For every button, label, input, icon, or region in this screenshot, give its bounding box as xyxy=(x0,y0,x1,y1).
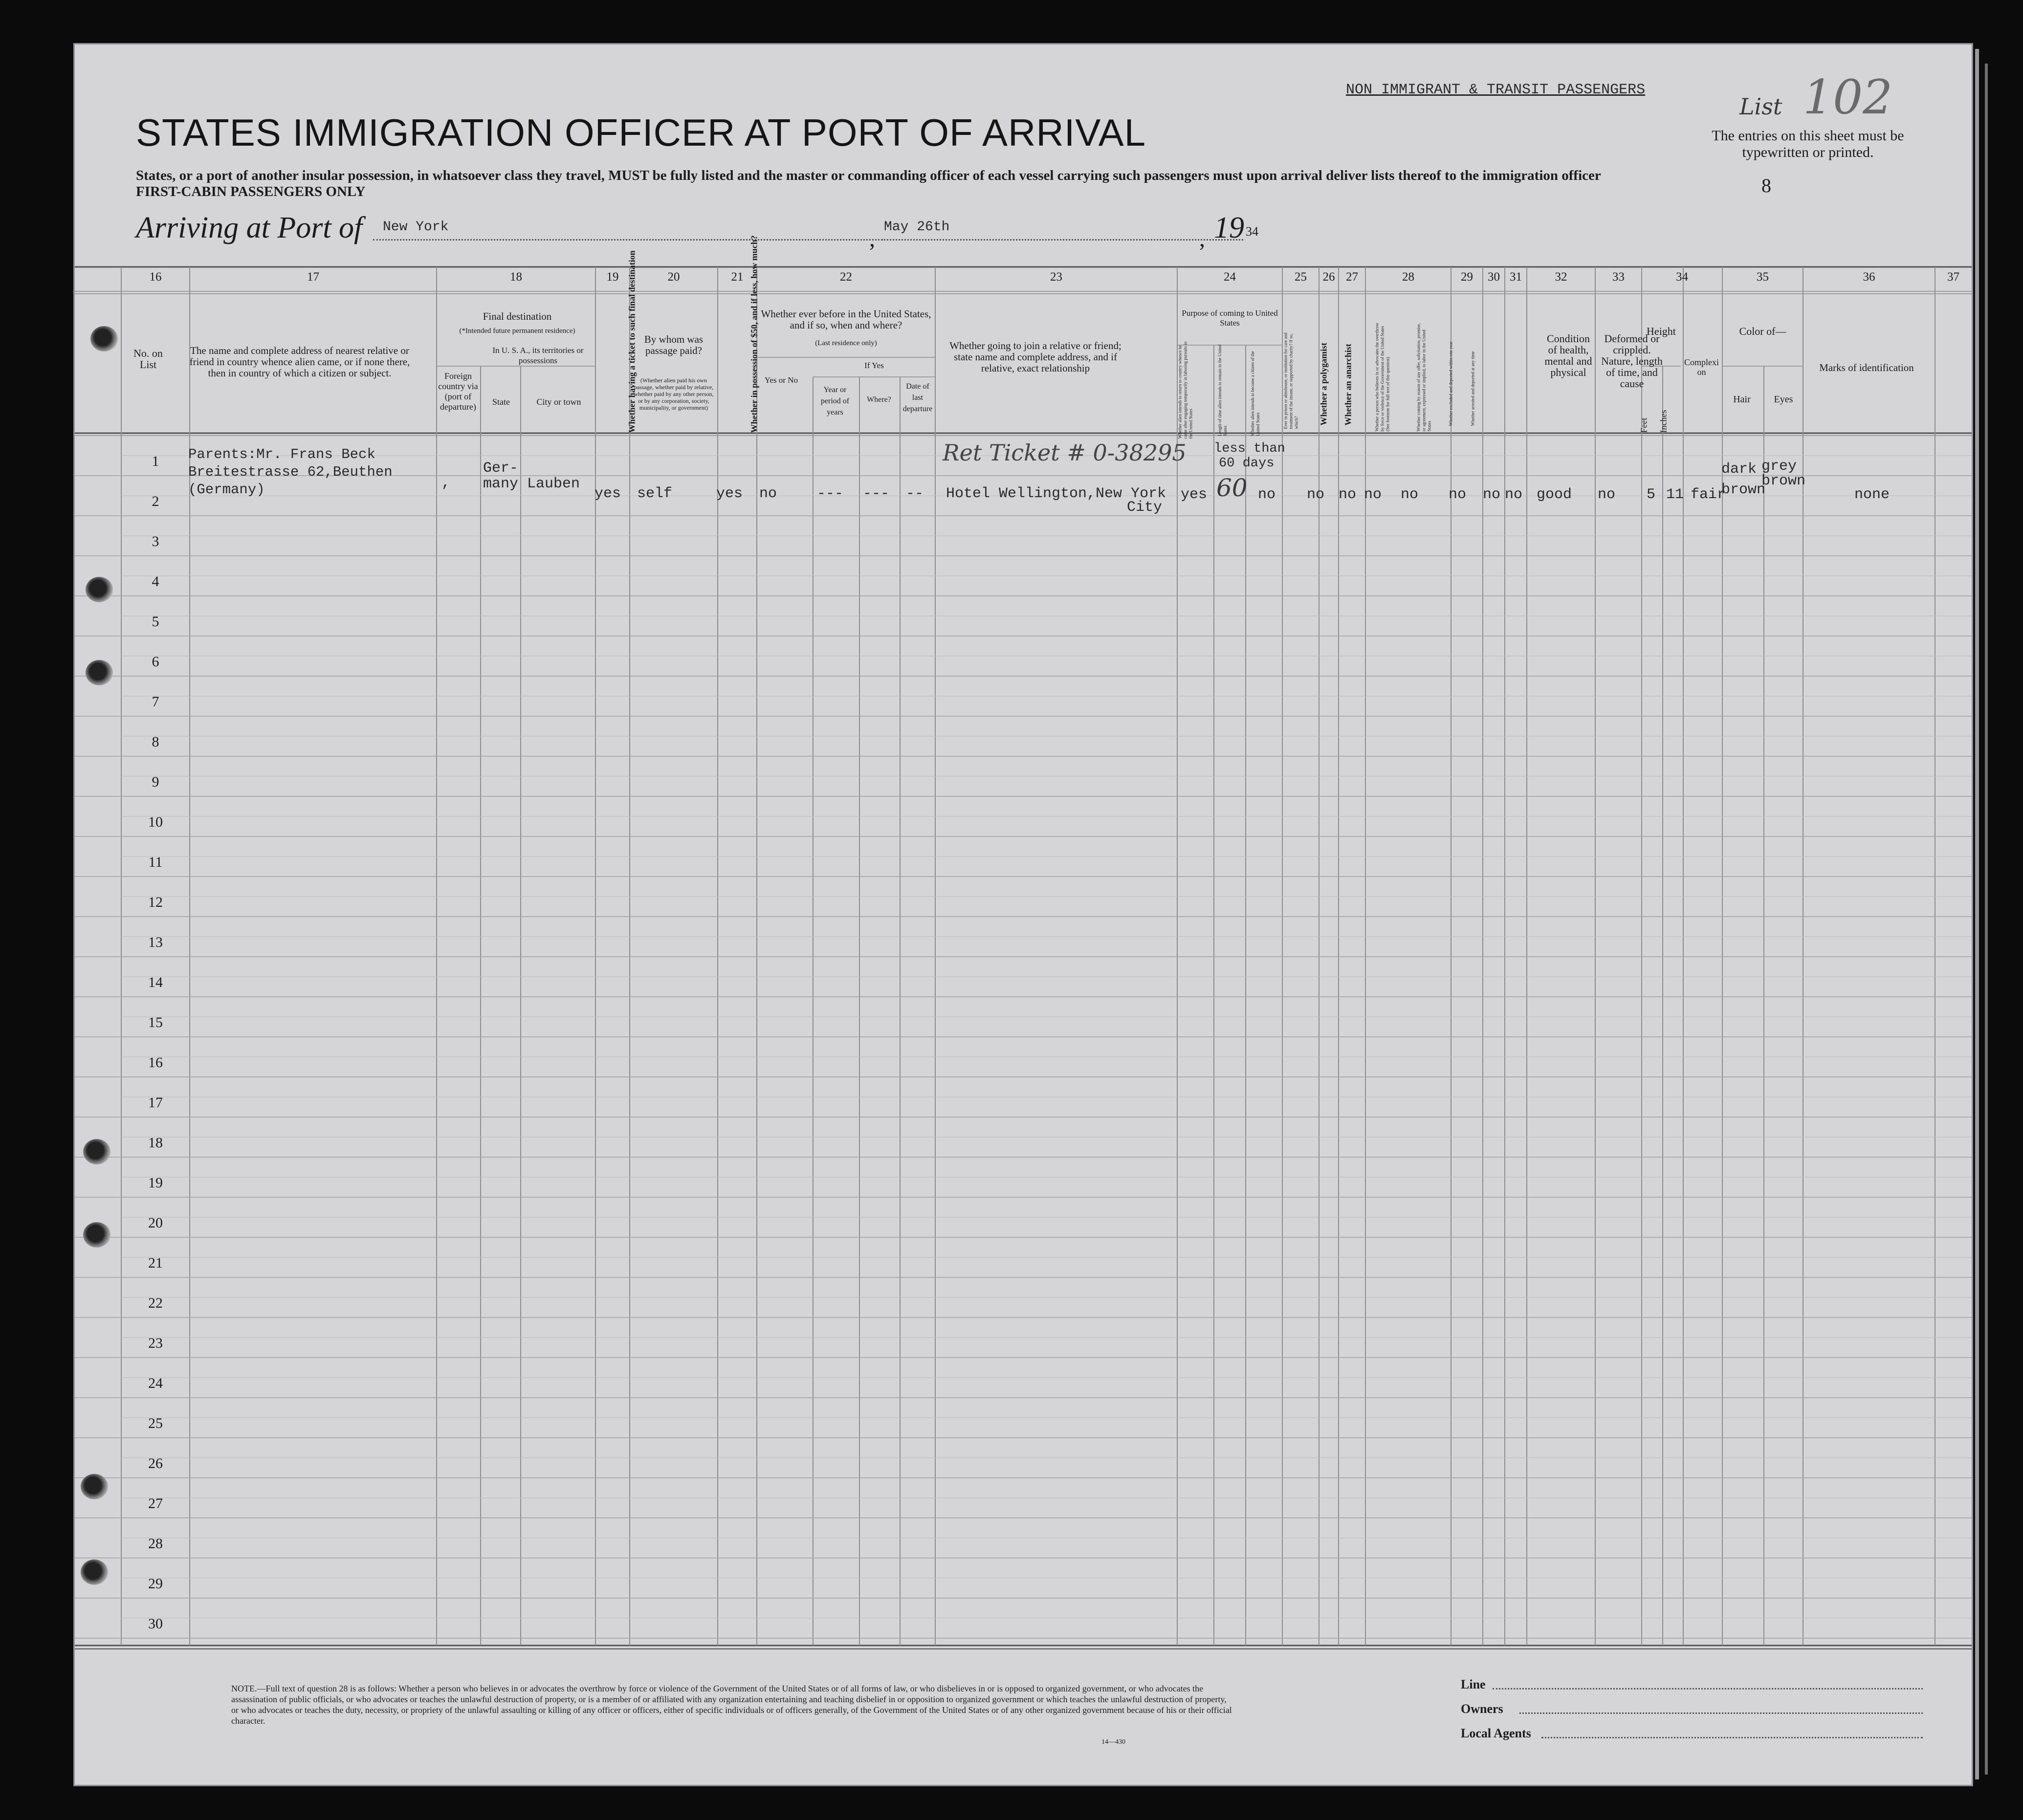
header-overthrow: Whether a person who believes in or advocates the overthrow by force or violence of the Government of the United States (See footnote for full text of this question) xyxy=(1374,323,1390,432)
sheet-number: 8 xyxy=(1761,175,1771,197)
first-cabin-note: FIRST-CABIN PASSENGERS ONLY xyxy=(136,184,366,199)
binding-hole xyxy=(86,577,113,602)
entry-relative-line2: Breitestrasse 62,Beuthen xyxy=(188,464,393,480)
column-number: 24 xyxy=(1224,270,1236,284)
row-number: 21 xyxy=(148,1255,163,1271)
row-number: 12 xyxy=(148,894,163,910)
entry-excluded-deported: no xyxy=(1483,486,1501,503)
column-number: 33 xyxy=(1612,270,1625,284)
row-number: 19 xyxy=(148,1175,163,1191)
header-purpose-a: Whether alien intends to return to country whence he came after engaging temporarily in laboring pursuits in the United States xyxy=(1177,341,1193,439)
column-number: 35 xyxy=(1757,270,1769,284)
header-color-of: Color of— xyxy=(1739,325,1786,337)
page-title: STATES IMMIGRATION OFFICER AT PORT OF ARRIVAL xyxy=(136,111,1146,154)
header-deformed: Deformed or crippled. Nature, length of time, and cause xyxy=(1601,332,1663,390)
column-number: 29 xyxy=(1461,270,1473,284)
row-number: 24 xyxy=(148,1375,163,1391)
entry-overthrow: no xyxy=(1401,486,1419,503)
entry-paid-by: self xyxy=(637,485,673,502)
manifest-sheet: NON IMMIGRANT & TRANSIT PASSENGERS List 102 STATES IMMIGRATION OFFICER AT PORT OF ARRIVAL The entries on this sheet must be typewritten or printed. States, or a port of another insular possession, in whatsoever class they travel, MUST be fully listed and the master or commanding officer of each vessel carrying such passengers must upon arrival deliver lists thereof to the immigration officer FIRST-CABIN PASSENGERS ONLY 8 Arriving at Port of New York , May 26th , 19 34 16 17 18 19 20 21 22 23 24 25 26 27 28 29 30 31 32 33 34 35 36 37 No. on List The name and complete address of nearest relative or friend in country whence alien came, or if none there, then in country of which a citizen or subject. Final destination (*Intended future permanent residence) Foreign country via (port of departure) In U. S. A., its territories or possessions State City or town Whether having a ticket to such final destination By whom was passage paid? (Whether alien paid his own passage, whether paid by relative, whether paid by any other person, or by any corporation, society, municipality, or government) Whether in possession of $50, and if less, how much? Whether ever before in the United States, and if so, when and where? (Last residence only) Yes or No If Yes Year or period of years Where? Date of last departure Whether going to join a relative or friend; state name and complete address, and if relative, exact relationship Purpose of coming to United States Whether alien intends to return to country whence he came after engaging temporarily in laboring pursuits in the United States Length of time alien intends to remain in the United States Whether alien intends to become a citizen of the United States Ever in prison or almshouse, or institution for care and treatment of the insane, or supported by charity? If so, which? Whether a polygamist Whether an anarchist Whether a person who believes in or advocates the overthrow by force or violence of the Government of the United States (See footnote for full text of this question) Whether coming by reason of any offer, solicitation, promise, or agreement, expressed or implied, to labor in the United States Whether excluded and deported within one year Whether arrested and deported at any time Condition of health, mental and physical Deformed or crippled. Nature, length of time, and cause Height Feet Inches Complexion Color of— Hair Eyes Marks of identification 1 2 3 4 5 6 7 8 9 10 11 12 13 14 15 16 17 18 19 20 21 22 23 24 25 26 27 28 29 30 Parents:Mr. Frans Beck Breitestrasse 62,Beuthen (Germany) , Ger- many Lauben yes self yes no --- --- -- Hotel Wellington,New York City Ret Ticket # 0-38295 yes less than 60 days 60 no no no no no no no no good no 5 11 fair dark brown grey brown none NOTE.—Full text of question 28 is as follows: Whether a person who believes in or advocates the overthrow by force or violence of the Government of the United States or of all forms of law, or who disbelieves in or is opposed to organized government, or who advocates the assassination of public officials, or who advocates or teaches the unlawful destruction of property, or is a member of or affiliated with any organization entertaining and teaching disbelief in or opposition to organized government or which teaches the unlawful destruction of property, or who advocates or teaches the duty, necessity, or propriety of the unlawful assaulting or killing of any officer or officers, either of specific individuals or of officers generally, of the Government of the United States or of any other organized government because of his or their official character. 14—430 Line Owners Local Agents xyxy=(73,43,1973,1786)
entry-prison: no xyxy=(1307,486,1325,503)
column-number: 31 xyxy=(1510,270,1522,284)
date-value: May 26th xyxy=(884,219,950,235)
table-grid xyxy=(75,44,1972,1785)
header-yes-no: Yes or No xyxy=(764,375,798,385)
entry-anarchist: no xyxy=(1364,486,1382,503)
entry-relative-line1: Parents:Mr. Frans Beck xyxy=(188,446,375,462)
footer-line-dots xyxy=(1493,1688,1923,1689)
entry-state-line1: Ger- xyxy=(483,460,519,477)
header-where: Where? xyxy=(867,395,891,404)
row-number: 25 xyxy=(148,1415,163,1431)
footer-line-label: Line xyxy=(1461,1677,1486,1691)
entry-offer: no xyxy=(1449,486,1467,503)
header-final-destination-note: (*Intended future permanent residence) xyxy=(459,327,575,335)
year-suffix: 34 xyxy=(1246,224,1258,239)
row-number: 27 xyxy=(148,1495,163,1512)
row-number: 23 xyxy=(148,1335,163,1351)
footer-owners-label: Owners xyxy=(1461,1702,1503,1716)
header-purpose-b: Length of time alien intends to remain in the United States xyxy=(1217,344,1228,436)
header-state: State xyxy=(492,397,510,407)
row-number: 1 xyxy=(152,453,159,469)
entry-relative-line3: (Germany) xyxy=(188,482,265,498)
column-number: 23 xyxy=(1050,270,1062,284)
row-number: 10 xyxy=(148,814,163,830)
arriving-label: Arriving at Port of xyxy=(136,211,363,244)
header-complexion: Complexion xyxy=(1684,357,1719,377)
header-final-destination: Final destination xyxy=(483,310,552,322)
entry-eyes: grey brown xyxy=(1761,458,1806,489)
header-polygamist: Whether a polygamist xyxy=(1319,342,1329,426)
row-number: 28 xyxy=(148,1535,163,1552)
header-in-usa: In U. S. A., its territories or possessions xyxy=(492,346,584,365)
header-by-whom-note: (Whether alien paid his own passage, whether paid by relative, whether paid by any other person, or by any corporation, society, municipality, or government) xyxy=(634,377,714,411)
row-number: 2 xyxy=(152,493,159,509)
footnote-question-28: NOTE.—Full text of question 28 is as follows: Whether a person who believes in or advocates the overthrow by force or violence of the Government of the United States or of all forms of law, or who disbelieves in or is opposed to organized government, or who advocates the assassination of public officials, or who advocates or teaches the unlawful destruction of property, or is a member of or affiliated with any organization entertaining and teaching disbelief in or opposition to organized government or which teaches the unlawful destruction of property, or who advocates or teaches the duty, necessity, or propriety of the unlawful assaulting or killing of any officer or officers, either of specific individuals or of officers generally, of the Government of the United States or of any other organized government because of his or their official character. xyxy=(231,1684,1232,1726)
entry-inches: 11 xyxy=(1666,486,1684,503)
list-number: 102 xyxy=(1803,70,1893,125)
entry-feet: 5 xyxy=(1647,486,1656,503)
column-number: 18 xyxy=(510,270,522,284)
header-join-relative: Whether going to join a relative or friend; state name and complete address, and if relative, exact relationship xyxy=(949,340,1121,374)
entry-arrested-deported: no xyxy=(1505,486,1523,503)
form-number: 14—430 xyxy=(1101,1738,1125,1746)
entry-join-line2: City xyxy=(1127,499,1163,516)
header-feet: Feet xyxy=(1639,417,1649,433)
row-number: 7 xyxy=(152,694,159,710)
header-purpose-c: Whether alien intends to become a citizen of the United States xyxy=(1250,351,1260,436)
row-number: 29 xyxy=(148,1576,163,1592)
entry-foreign-country: , xyxy=(441,475,451,491)
binding-hole xyxy=(81,1559,108,1585)
header-no-on-list: No. on List xyxy=(133,347,163,371)
header-ticket: Whether having a ticket to such final destination xyxy=(627,250,637,433)
column-number: 21 xyxy=(731,270,744,284)
binding-hole xyxy=(83,1139,110,1164)
header-eyes: Eyes xyxy=(1774,394,1793,405)
entry-possession-50: yes xyxy=(716,485,743,502)
binding-hole xyxy=(86,660,113,685)
binding-hole xyxy=(90,326,118,351)
row-number: 13 xyxy=(148,934,163,950)
header-by-whom: By whom was passage paid? xyxy=(644,333,704,356)
row-number: 18 xyxy=(148,1135,163,1151)
header-inches: Inches xyxy=(1658,410,1669,433)
entry-city: Lauben xyxy=(527,476,580,492)
page-edge-2 xyxy=(1985,64,1988,1775)
row-number: 6 xyxy=(152,654,159,670)
row-number: 30 xyxy=(148,1616,163,1632)
column-number: 28 xyxy=(1402,270,1414,284)
instruction-text: States, or a port of another insular possession, in whatsoever class they travel, MUST be fully listed and the master or commanding officer of each vessel carrying such passengers must upon arrival deliver lists thereof to the immigration officer xyxy=(136,168,1601,183)
header-ever-before: Whether ever before in the United States, and if so, when and where? xyxy=(761,308,931,331)
row-number: 26 xyxy=(148,1455,163,1471)
entry-length-line1: less than xyxy=(1214,441,1285,456)
year-prefix: 19 xyxy=(1214,211,1244,244)
column-number: 25 xyxy=(1295,270,1307,284)
entry-length-hand: 60 xyxy=(1216,474,1248,502)
header-excluded: Whether excluded and deported within one year xyxy=(1448,341,1453,426)
entry-state-line2: many xyxy=(483,476,519,492)
page-edge xyxy=(1975,49,1979,1779)
header-health: Condition of health, mental and physical xyxy=(1544,332,1592,378)
header-foreign-country: Foreign country via (port of departure) xyxy=(438,371,478,412)
entry-health: good xyxy=(1537,486,1572,503)
entry-length-line2: 60 days xyxy=(1219,456,1275,471)
header-if-yes: If Yes xyxy=(864,361,884,370)
entry-ever-before: no xyxy=(759,485,777,502)
row-number: 22 xyxy=(148,1295,163,1311)
entry-year-period: --- xyxy=(817,485,844,502)
port-value: New York xyxy=(383,219,449,235)
footer-agents-label: Local Agents xyxy=(1461,1726,1531,1740)
entry-ticket: yes xyxy=(594,485,621,502)
header-offer: Whether coming by reason of any offer, solicitation, promise, or agreement, expressed or implied, to labor in the United States xyxy=(1416,323,1432,432)
entry-hair: dark brown xyxy=(1721,461,1766,498)
header-city: City or town xyxy=(536,397,581,407)
column-number: 36 xyxy=(1863,270,1875,284)
entry-purpose-a: yes xyxy=(1181,486,1208,503)
entry-where: --- xyxy=(863,485,890,502)
non-immigrant-label: NON IMMIGRANT & TRANSIT PASSENGERS xyxy=(1346,82,1646,98)
column-number: 17 xyxy=(307,270,319,284)
header-purpose: Purpose of coming to United States xyxy=(1182,308,1278,328)
entry-polygamist: no xyxy=(1339,486,1357,503)
typewritten-note: The entries on this sheet must be typewritten or printed. xyxy=(1712,128,1904,160)
column-number: 30 xyxy=(1488,270,1500,284)
header-marks: Marks of identification xyxy=(1819,362,1914,373)
row-number: 20 xyxy=(148,1215,163,1231)
column-number: 26 xyxy=(1322,270,1335,284)
row-number: 9 xyxy=(152,774,159,790)
header-hair: Hair xyxy=(1733,394,1751,405)
row-number: 11 xyxy=(148,854,163,870)
row-number: 3 xyxy=(152,533,159,549)
header-arrested: Whether arrested and deported at any time xyxy=(1470,351,1475,426)
entry-marks: none xyxy=(1854,486,1890,503)
entry-deformed: no xyxy=(1598,486,1616,503)
header-anarchist: Whether an anarchist xyxy=(1343,344,1353,426)
footer-owners-dots xyxy=(1519,1712,1923,1714)
row-number: 14 xyxy=(148,974,163,990)
column-number: 32 xyxy=(1555,270,1567,284)
header-height: Height xyxy=(1647,325,1676,337)
list-label: List xyxy=(1739,93,1782,120)
column-number: 20 xyxy=(667,270,680,284)
entry-complexion: fair xyxy=(1691,486,1726,503)
binding-hole xyxy=(83,1222,110,1248)
entry-citizen: no xyxy=(1258,486,1276,503)
header-ever-before-note: (Last residence only) xyxy=(815,339,877,347)
column-number: 22 xyxy=(840,270,852,284)
row-number: 5 xyxy=(152,614,159,630)
header-possession-50: Whether in possession of $50, and if less, how much? xyxy=(749,235,759,433)
row-number: 16 xyxy=(148,1054,163,1071)
entry-join: Hotel Wellington,New York xyxy=(946,485,1166,502)
row-number: 4 xyxy=(152,573,159,590)
column-number: 37 xyxy=(1947,270,1959,284)
header-last-departure: Date of last departure xyxy=(902,382,933,413)
column-number: 16 xyxy=(149,270,162,284)
header-prison: Ever in prison or almshouse, or institution for care and treatment of the insane, or supported by charity? If so, which? xyxy=(1283,332,1299,429)
column-number: 27 xyxy=(1346,270,1358,284)
row-number: 15 xyxy=(148,1014,163,1031)
binding-hole xyxy=(81,1474,108,1499)
row-number: 17 xyxy=(148,1095,163,1111)
row-number: 8 xyxy=(152,734,159,750)
column-number: 19 xyxy=(606,270,619,284)
footer-agents-dots xyxy=(1541,1737,1923,1738)
handwritten-return-ticket: Ret Ticket # 0-38295 xyxy=(943,439,1187,466)
header-year-period: Year or period of years xyxy=(820,386,850,417)
entry-last-departure: -- xyxy=(906,485,924,502)
column-number: 34 xyxy=(1676,270,1688,284)
header-nearest-relative: The name and complete address of nearest relative or friend in country whence alien came, or if none there, then in country of which a citizen or subject. xyxy=(189,345,410,379)
